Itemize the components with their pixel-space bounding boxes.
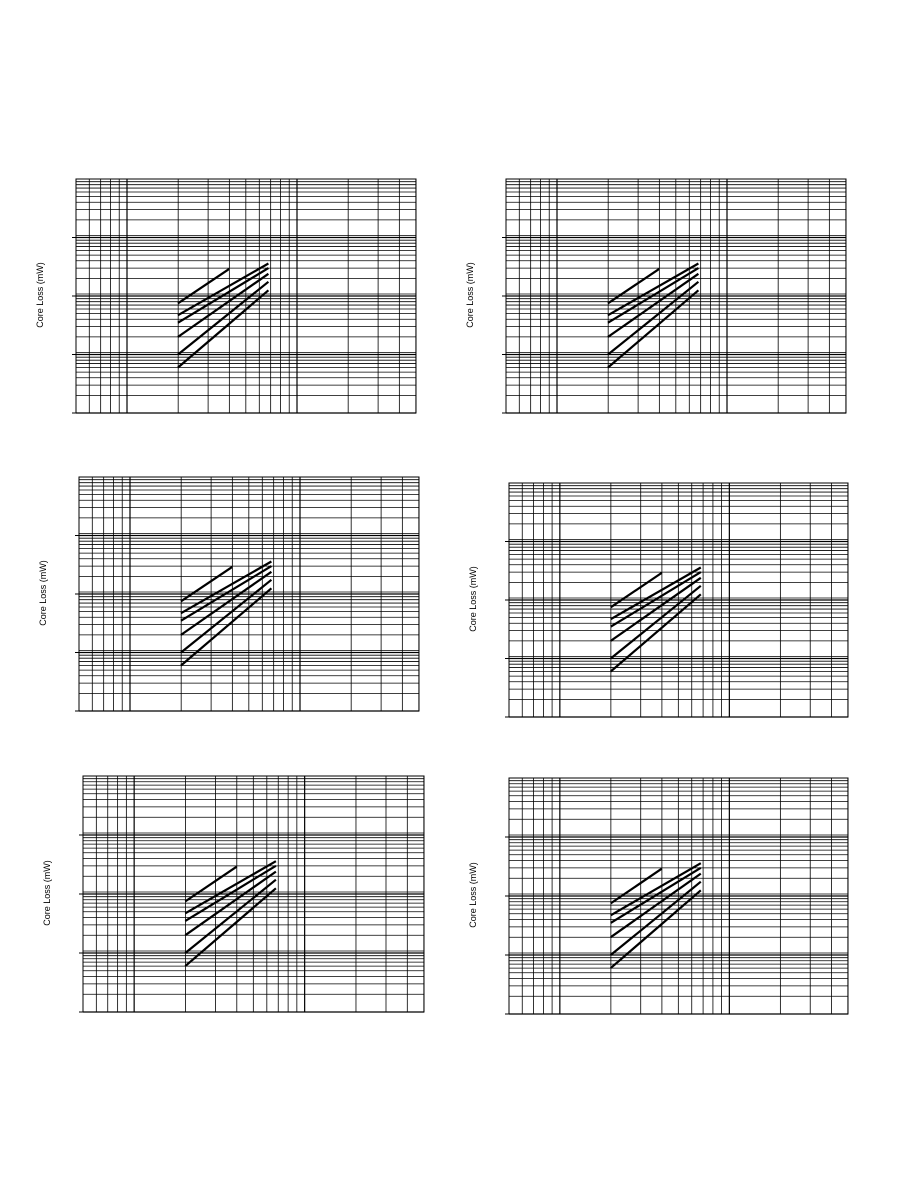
y-axis-label: Core Loss (mW)	[468, 862, 478, 928]
series-line-2	[178, 264, 268, 316]
series-line-1	[608, 269, 659, 303]
chart-plot	[79, 477, 419, 711]
series-line-1	[178, 269, 229, 303]
y-axis-label: Core Loss (mW)	[465, 262, 475, 328]
series-line-5	[608, 282, 698, 355]
series-line-5	[611, 882, 701, 955]
y-axis-label: Core Loss (mW)	[35, 262, 45, 328]
series-line-5	[185, 880, 276, 953]
series-line-1	[181, 567, 232, 601]
series-line-1	[611, 573, 662, 607]
series-line-2	[181, 562, 271, 614]
series-line-2	[608, 264, 698, 316]
series-line-5	[181, 580, 271, 653]
y-axis-label: Core Loss (mW)	[468, 566, 478, 632]
series-line-5	[178, 282, 268, 355]
y-axis-label: Core Loss (mW)	[38, 560, 48, 626]
series-line-2	[185, 861, 276, 913]
series-line-2	[611, 568, 701, 620]
series-line-1	[185, 867, 236, 902]
series-line-5	[611, 586, 701, 659]
chart-plot	[506, 179, 846, 413]
chart-plot	[509, 778, 848, 1014]
series-line-2	[611, 863, 701, 915]
chart-plot	[509, 483, 848, 717]
y-axis-label: Core Loss (mW)	[42, 860, 52, 926]
series-line-1	[611, 869, 662, 904]
chart-plot	[83, 776, 424, 1012]
chart-plot	[76, 179, 416, 413]
